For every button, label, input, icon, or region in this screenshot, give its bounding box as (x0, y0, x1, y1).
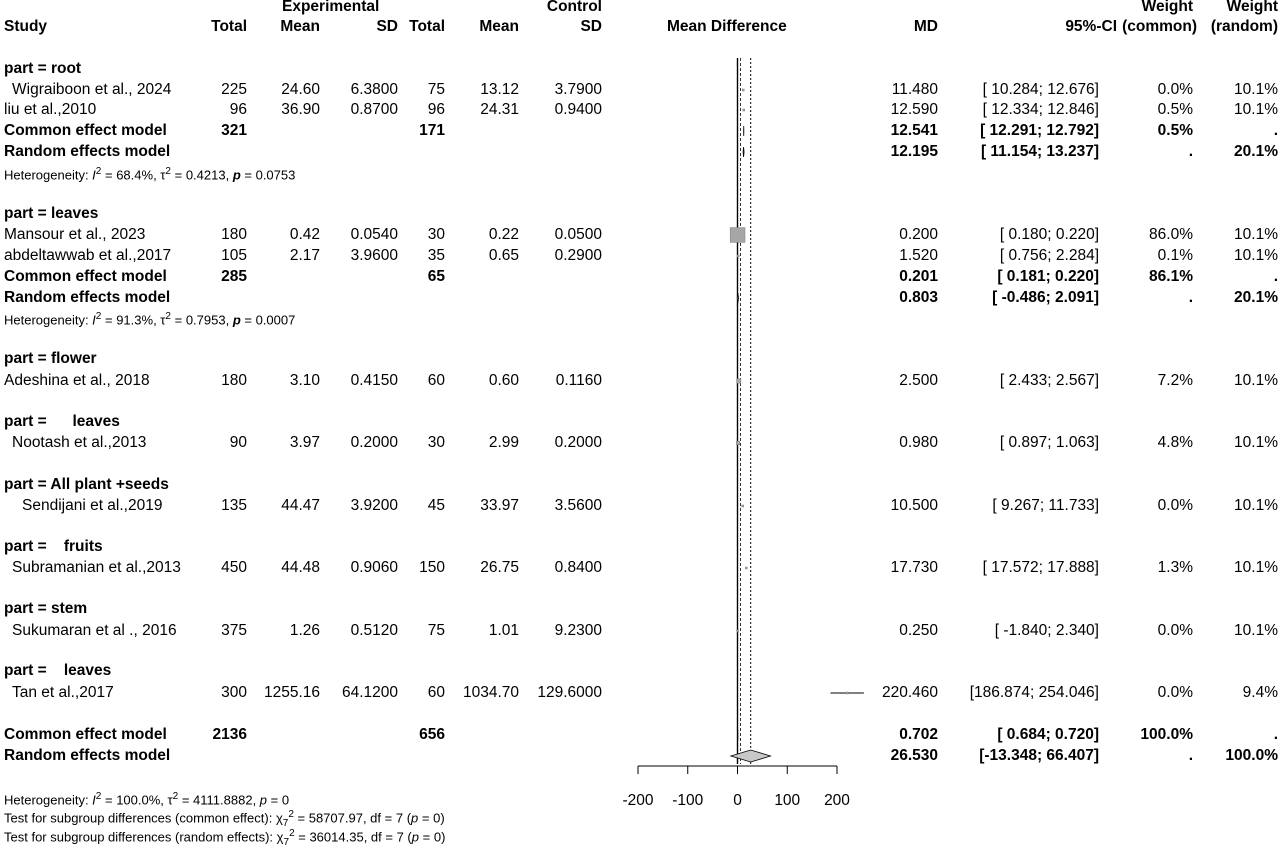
ctrl-sd: 3.5600 (554, 497, 602, 514)
weight-random: 10.1% (1234, 372, 1278, 389)
group-label: part = All plant +seeds (4, 476, 169, 493)
weight-random: 10.1% (1234, 559, 1278, 576)
ctrl-sd: 0.2900 (554, 247, 602, 264)
overall-common-weight-random: . (1273, 726, 1278, 743)
summary-diamond (737, 293, 738, 303)
subgroup-heterogeneity: Heterogeneity: $I^2 = 91.3\%$, $\tau^2 = 0.7953$, p = 0.0007 (4, 311, 296, 328)
random-effects-label: Random effects model (4, 289, 171, 306)
header-e-sd: SD (376, 18, 398, 35)
ctrl-total: 96 (427, 101, 445, 118)
overall-common-ci: [ 0.684; 0.720] (997, 726, 1099, 743)
common-ci: [ 0.181; 0.220] (997, 268, 1099, 285)
het-i2: 91.3% (116, 312, 154, 328)
overall-tau2: 4111.8882 (193, 792, 253, 808)
ctrl-mean: 26.75 (480, 559, 519, 576)
subgroup-random-p: 0 (433, 829, 442, 845)
weight-common: 1.3% (1157, 559, 1193, 576)
group-label: part = fruits (4, 538, 103, 555)
study-md: 11.480 (891, 81, 938, 98)
subgroup-common-p: 0 (433, 810, 441, 826)
header-control: Control (546, 0, 602, 15)
ctrl-mean: 0.60 (488, 372, 519, 389)
study-ci: [ 12.334; 12.846] (982, 101, 1099, 118)
study-ci: [ 9.267; 11.733] (992, 497, 1099, 514)
header-c-mean: Mean (479, 18, 519, 35)
study-md: 1.520 (899, 247, 938, 264)
ctrl-total: 75 (427, 81, 445, 98)
overall-i2: 100.0% (116, 792, 161, 808)
ctrl-total: 30 (427, 226, 445, 243)
exp-sd: 0.9060 (350, 559, 398, 576)
subgroup-common-chi: 58707.97 (308, 810, 363, 826)
weight-random: 10.1% (1234, 226, 1278, 243)
study-md: 0.250 (899, 622, 938, 639)
random-weight-random: 20.1% (1234, 289, 1278, 306)
common-ctrl-total: 65 (427, 268, 445, 285)
random-weight-common: . (1188, 289, 1193, 306)
exp-sd: 0.4150 (350, 372, 398, 389)
header-c-total: Total (409, 18, 445, 35)
study-ci: [ 10.284; 12.676] (982, 81, 1099, 98)
x-tick-label: 100 (774, 792, 801, 809)
weight-random: 10.1% (1234, 81, 1278, 98)
exp-sd: 0.5120 (350, 622, 398, 639)
study-name: Nootash et al.,2013 (12, 434, 147, 451)
overall-p: 0 (281, 792, 290, 808)
subgroup-random-label: Test for subgroup differences (random effects): (4, 829, 277, 845)
ctrl-total: 45 (427, 497, 445, 514)
het-prefix: Heterogeneity: (4, 792, 93, 808)
subgroup-random-chi: 36014.35 (309, 829, 364, 845)
subgroup-test-random: Test for subgroup differences (random effects): $\chi_7^2 = 36014.35$, df = 7 (p = 0) (4, 828, 446, 848)
df-sub: 7 (282, 817, 289, 829)
group-label: part = leaves (4, 413, 120, 430)
common-weight-random: . (1273, 122, 1278, 139)
overall-random-label: Random effects model (4, 747, 171, 764)
x-tick-label: -200 (622, 792, 654, 809)
exp-mean: 3.97 (289, 434, 320, 451)
weight-random: 10.1% (1234, 247, 1278, 264)
study-name: Wigraiboon et al., 2024 (12, 81, 172, 98)
ctrl-mean: 13.12 (480, 81, 519, 98)
overall-common-weight-common: 100.0% (1140, 726, 1193, 743)
exp-total: 105 (221, 247, 247, 264)
study-md: 220.460 (881, 684, 938, 701)
het-p: 0.0007 (255, 312, 296, 328)
ctrl-sd: 0.1160 (555, 372, 602, 389)
common-ci: [ 12.291; 12.792] (980, 122, 1099, 139)
exp-total: 96 (229, 101, 247, 118)
weight-common: 86.0% (1149, 226, 1193, 243)
random-weight-common: . (1188, 143, 1193, 160)
common-weight-common: 86.1% (1149, 268, 1193, 285)
exp-mean: 36.90 (281, 101, 320, 118)
weight-common: 0.0% (1157, 81, 1193, 98)
weight-random: 9.4% (1242, 684, 1278, 701)
study-weight-square (737, 379, 741, 383)
subgroup-common-label: Test for subgroup differences (common effect): (4, 810, 276, 826)
ctrl-sd: 0.2000 (554, 434, 602, 451)
ctrl-sd: 3.7900 (554, 81, 602, 98)
ctrl-mean: 1.01 (488, 622, 519, 639)
group-label: part = flower (4, 350, 97, 367)
ctrl-mean: 33.97 (480, 497, 519, 514)
subgroup-heterogeneity: Heterogeneity: $I^2 = 68.4\%$, $\tau^2 = 0.4213$, p = 0.0753 (4, 166, 296, 183)
common-weight-common: 0.5% (1157, 122, 1193, 139)
common-effect-label: Common effect model (4, 268, 167, 285)
group-label: part = leaves (4, 662, 112, 679)
common-exp-total: 285 (221, 268, 247, 285)
exp-sd: 0.8700 (350, 101, 398, 118)
exp-total: 90 (229, 434, 247, 451)
het-tau2: 0.7953 (185, 312, 226, 328)
study-weight-square (737, 255, 739, 257)
weight-random: 10.1% (1234, 497, 1278, 514)
study-name: Sukumaran et al ., 2016 (12, 622, 177, 639)
random-effects-label: Random effects model (4, 143, 171, 160)
df-sub: 7 (283, 836, 290, 848)
random-weight-random: 20.1% (1234, 143, 1278, 160)
exp-sd: 64.1200 (341, 684, 398, 701)
study-ci: [ 0.897; 1.063] (999, 434, 1099, 451)
header-e-total: Total (211, 18, 247, 35)
study-weight-square (743, 109, 745, 111)
overall-common-label: Common effect model (4, 726, 167, 743)
overall-random-weight-common: . (1188, 747, 1193, 764)
exp-total: 180 (221, 372, 247, 389)
study-name: Tan et al.,2017 (12, 684, 114, 701)
common-ctrl-total: 171 (419, 122, 445, 139)
weight-common: 0.0% (1157, 684, 1193, 701)
header-weight-random: Weight (1226, 0, 1278, 15)
study-weight-square (736, 441, 740, 445)
subgroup-test-common: Test for subgroup differences (common effect): $\chi_7^2 = 58707.97$, df = 7 (p = 0) (4, 809, 445, 829)
overall-random-md: 26.530 (890, 747, 938, 764)
study-weight-square (737, 630, 739, 632)
study-md: 0.980 (899, 434, 938, 451)
header-study: Study (4, 18, 48, 35)
exp-mean: 44.48 (281, 559, 320, 576)
het-p: 0.0753 (255, 167, 296, 183)
summary-diamond (743, 147, 744, 157)
x-tick-label: 200 (824, 792, 850, 809)
exp-sd: 0.0540 (350, 226, 398, 243)
exp-sd: 3.9200 (350, 497, 398, 514)
ctrl-total: 60 (427, 372, 445, 389)
exp-total: 225 (221, 81, 247, 98)
x-tick-label: -100 (672, 792, 704, 809)
study-ci: [ -1.840; 2.340] (994, 622, 1099, 639)
header-random: (random) (1210, 18, 1278, 35)
random-ci: [ 11.154; 13.237] (980, 143, 1099, 160)
study-weight-square (846, 692, 848, 694)
study-md: 10.500 (890, 497, 938, 514)
ctrl-mean: 0.22 (488, 226, 519, 243)
overall-random-weight-random: 100.0% (1225, 747, 1278, 764)
random-ci: [ -0.486; 2.091] (992, 289, 1099, 306)
study-md: 0.200 (899, 226, 938, 243)
exp-mean: 24.60 (281, 81, 320, 98)
study-name: Sendijani et al.,2019 (22, 497, 163, 514)
ctrl-mean: 2.99 (488, 434, 519, 451)
group-label: part = root (4, 60, 82, 77)
header-common: (common) (1122, 18, 1197, 35)
study-weight-square (730, 228, 745, 243)
header-md: MD (913, 18, 938, 35)
weight-common: 0.0% (1157, 622, 1193, 639)
exp-sd: 0.2000 (350, 434, 398, 451)
het-tau2: 0.4213 (185, 167, 226, 183)
overall-heterogeneity: Heterogeneity: $I^2 = 100.0\%$, $\tau^2 = 4111.8882$, p = 0 (4, 791, 290, 808)
exp-total: 450 (221, 559, 247, 576)
exp-total: 135 (221, 497, 247, 514)
common-md: 12.541 (890, 122, 938, 139)
header-e-mean: Mean (280, 18, 320, 35)
ctrl-mean: 0.65 (488, 247, 519, 264)
study-ci: [186.874; 254.046] (969, 684, 1099, 701)
ctrl-total: 75 (427, 622, 445, 639)
het-i2: 68.4% (116, 167, 154, 183)
group-label: part = stem (4, 600, 88, 617)
study-name: Subramanian et al.,2013 (12, 559, 181, 576)
common-effect-label: Common effect model (4, 122, 167, 139)
study-ci: [ 2.433; 2.567] (999, 372, 1099, 389)
overall-exp-total: 2136 (212, 726, 247, 743)
exp-sd: 6.3800 (350, 81, 398, 98)
exp-total: 180 (221, 226, 247, 243)
exp-sd: 3.9600 (350, 247, 398, 264)
ctrl-sd: 0.0500 (554, 226, 602, 243)
ctrl-sd: 129.6000 (537, 684, 602, 701)
header-mean-difference: Mean Difference (667, 18, 787, 35)
overall-common-md: 0.702 (899, 726, 938, 743)
common-md: 0.201 (899, 268, 938, 285)
study-name: Adeshina et al., 2018 (4, 372, 150, 389)
study-weight-square (742, 505, 744, 507)
overall-random-ci: [-13.348; 66.407] (979, 747, 1099, 764)
ctrl-total: 30 (427, 434, 445, 451)
study-name: abdeltawwab et al.,2017 (4, 247, 172, 264)
header-experimental: Experimental (282, 0, 380, 15)
study-md: 17.730 (890, 559, 938, 576)
subgroup-random-df: 7 (396, 829, 404, 845)
exp-mean: 44.47 (281, 497, 320, 514)
study-name: liu et al.,2010 (4, 101, 97, 118)
ctrl-sd: 0.9400 (554, 101, 602, 118)
study-md: 12.590 (890, 101, 938, 118)
subgroup-common-df: 7 (395, 810, 404, 826)
weight-common: 4.8% (1157, 434, 1193, 451)
overall-ctrl-total: 656 (419, 726, 445, 743)
random-md: 0.803 (899, 289, 938, 306)
header-c-sd: SD (580, 18, 602, 35)
ctrl-total: 60 (427, 684, 445, 701)
header-weight-common: Weight (1141, 0, 1193, 15)
study-weight-square (742, 89, 744, 91)
ctrl-total: 150 (419, 559, 445, 576)
weight-common: 0.5% (1157, 101, 1193, 118)
x-tick-label: 0 (733, 792, 742, 809)
exp-total: 300 (221, 684, 247, 701)
exp-total: 375 (221, 622, 247, 639)
common-weight-random: . (1273, 268, 1278, 285)
ctrl-sd: 0.8400 (554, 559, 602, 576)
header-ci: 95%-CI (1065, 18, 1117, 35)
study-ci: [ 17.572; 17.888] (982, 559, 1099, 576)
study-weight-square (745, 567, 747, 569)
weight-common: 7.2% (1157, 372, 1193, 389)
ctrl-total: 35 (427, 247, 445, 264)
weight-common: 0.0% (1157, 497, 1193, 514)
study-ci: [ 0.756; 2.284] (999, 247, 1099, 264)
weight-random: 10.1% (1234, 434, 1278, 451)
study-ci: [ 0.180; 0.220] (999, 226, 1099, 243)
study-md: 2.500 (899, 372, 938, 389)
exp-mean: 0.42 (289, 226, 320, 243)
weight-random: 10.1% (1234, 101, 1278, 118)
exp-mean: 3.10 (289, 372, 320, 389)
weight-random: 10.1% (1234, 622, 1278, 639)
weight-common: 0.1% (1157, 247, 1193, 264)
random-md: 12.195 (890, 143, 938, 160)
ctrl-mean: 24.31 (480, 101, 519, 118)
common-exp-total: 321 (221, 122, 247, 139)
group-label: part = leaves (4, 205, 99, 222)
exp-mean: 1.26 (289, 622, 320, 639)
exp-mean: 1255.16 (263, 684, 320, 701)
exp-mean: 2.17 (289, 247, 320, 264)
study-name: Mansour et al., 2023 (4, 226, 146, 243)
ctrl-sd: 9.2300 (554, 622, 602, 639)
ctrl-mean: 1034.70 (462, 684, 519, 701)
